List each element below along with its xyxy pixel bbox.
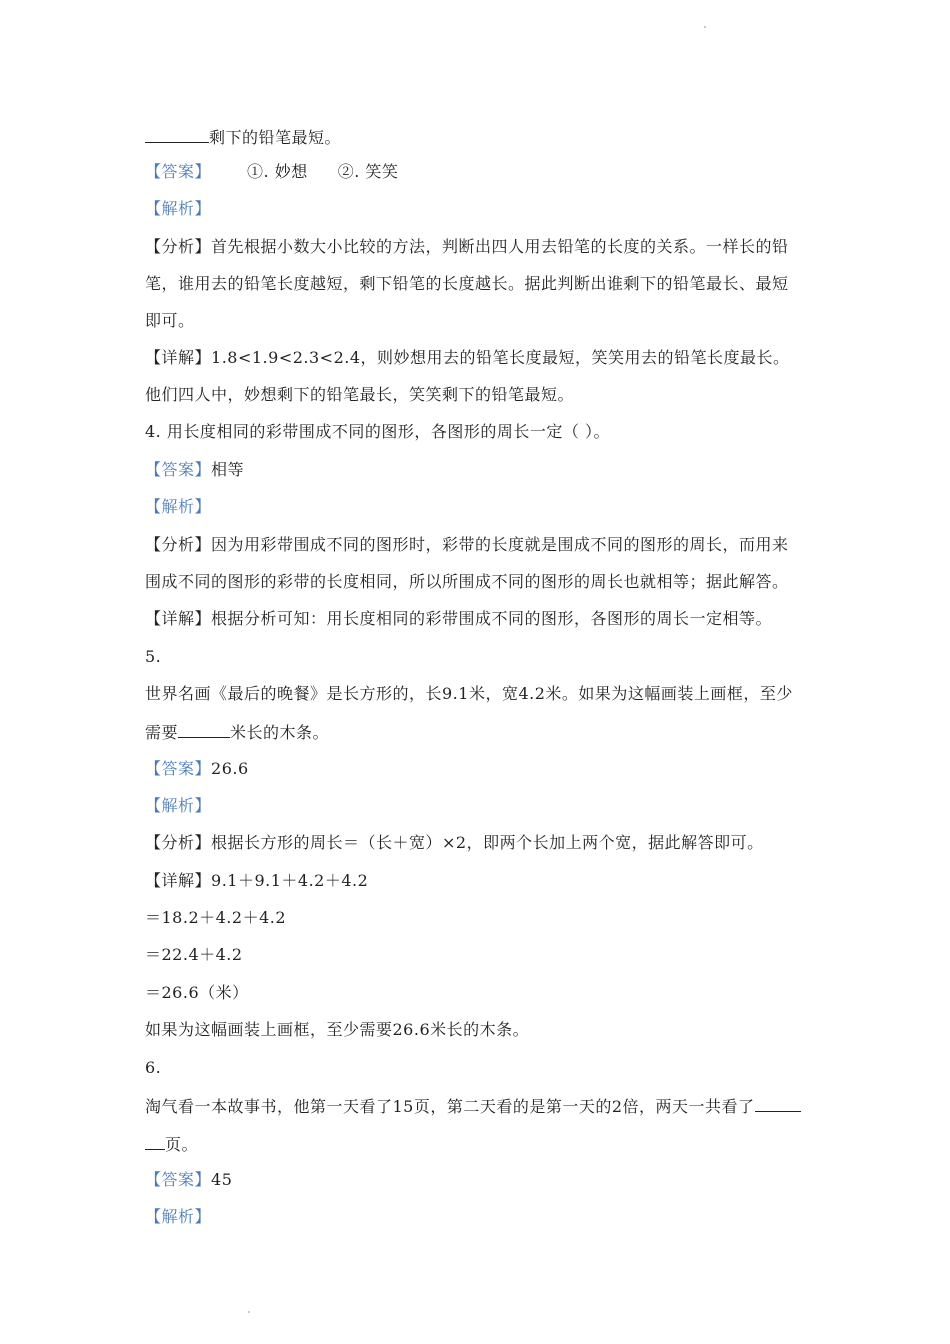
q5-answer: 26.6: [211, 759, 249, 778]
q3-xiangjie-line-2: 他们四人中，妙想剩下的铅笔最长，笑笑剩下的铅笔最短。: [145, 385, 575, 404]
q5-step-3: ＝22.4＋4.2: [145, 945, 243, 964]
q6-question-line-2: [145, 1133, 198, 1155]
q5-question-line-1: 世界名画《最后的晚餐》是长方形的，长9.1米，宽4.2米。如果为这幅画装上画框，至少: [145, 684, 793, 703]
q6-question-text-2: 页。: [165, 1135, 199, 1154]
q5-analysis-label: 【解析】: [145, 796, 212, 815]
q6-answer: 45: [211, 1170, 233, 1189]
q3-answer-2: ②. 笑笑: [337, 162, 399, 181]
q5-answer-line: [145, 759, 249, 779]
q4-xiangjie-text-1: 根据分析可知：用长度相同的彩带围成不同的图形，各图形的周长一定相等。: [211, 609, 773, 628]
q4-analysis-label: 【解析】: [145, 497, 212, 516]
decorative-dot: [704, 26, 706, 28]
answer-label: 【答案】: [145, 1170, 212, 1189]
q3-tail-line: [145, 126, 341, 148]
q4-question: 4. 用长度相同的彩带围成不同的图形，各图形的周长一定（ ）。: [145, 422, 610, 441]
xiangjie-label: 【详解】: [145, 609, 212, 628]
q6-number: 6.: [145, 1058, 162, 1077]
q4-xiangjie-line-1: [145, 609, 772, 629]
q3-answer-line: [145, 162, 398, 182]
xiangjie-label: 【详解】: [145, 871, 212, 890]
answer-blank: [145, 1133, 165, 1150]
q5-step-1: 9.1＋9.1＋4.2＋4.2: [211, 871, 369, 890]
q5-fenxi-text-1: 根据长方形的周长＝（长＋宽）×2，即两个长加上两个宽，据此解答即可。: [211, 833, 764, 852]
answer-label: 【答案】: [145, 460, 212, 479]
q5-step-4: ＝26.6（米）: [145, 983, 249, 1002]
q5-question-text-2a: 需要: [145, 723, 179, 742]
q4-answer: 相等: [211, 460, 245, 479]
q3-tail-text: 剩下的铅笔最短。: [209, 128, 342, 147]
q4-fenxi-line-1: [145, 535, 789, 555]
q3-analysis-label: 【解析】: [145, 199, 212, 218]
q3-xiangjie-text-1: 1.8<1.9<2.3<2.4，则妙想用去的铅笔长度最短，笑笑用去的铅笔长度最长。: [211, 348, 790, 367]
q6-question-line-1: [145, 1095, 801, 1117]
q6-question-text-1: 淘气看一本故事书，他第一天看了15页，第二天看的是第一天的2倍，两天一共看了: [145, 1097, 755, 1116]
answer-blank: [145, 126, 209, 143]
q5-question-line-2: [145, 721, 329, 743]
answer-blank: [755, 1095, 801, 1112]
fenxi-label: 【分析】: [145, 833, 212, 852]
q3-xiangjie-line-1: [145, 348, 790, 368]
fenxi-label: 【分析】: [145, 535, 212, 554]
xiangjie-label: 【详解】: [145, 348, 212, 367]
q5-conclusion: 如果为这幅画装上画框，至少需要26.6米长的木条。: [145, 1020, 530, 1039]
q6-analysis-label: 【解析】: [145, 1207, 212, 1226]
answer-label: 【答案】: [145, 759, 212, 778]
answer-blank: [178, 721, 230, 738]
q6-answer-line: [145, 1170, 232, 1190]
q5-question-text-2b: 米长的木条。: [230, 723, 330, 742]
q5-number: 5.: [145, 647, 162, 666]
answer-label: 【答案】: [145, 162, 212, 181]
q4-fenxi-text-1: 因为用彩带围成不同的图形时，彩带的长度就是围成不同的图形的周长，而用来: [211, 535, 789, 554]
q5-fenxi-line-1: [145, 833, 764, 853]
q3-fenxi-line-1: [145, 237, 789, 257]
q3-fenxi-text-1: 首先根据小数大小比较的方法，判断出四人用去铅笔的长度的关系。一样长的铅: [211, 237, 789, 256]
q4-answer-line: [145, 460, 244, 480]
q5-step-2: ＝18.2＋4.2＋4.2: [145, 908, 287, 927]
q3-fenxi-line-3: 即可。: [145, 311, 195, 330]
q4-fenxi-line-2: 围成不同的图形的彩带的长度相同，所以所围成不同的图形的周长也就相等；据此解答。: [145, 572, 789, 591]
decorative-dot: [248, 1311, 250, 1313]
q5-xiangjie-line-1: [145, 871, 368, 891]
fenxi-label: 【分析】: [145, 237, 212, 256]
q3-answer-1: ①. 妙想: [247, 162, 308, 181]
q3-fenxi-line-2: 笔，谁用去的铅笔长度越短，剩下铅笔的长度越长。据此判断出谁剩下的铅笔最长、最短: [145, 274, 789, 293]
